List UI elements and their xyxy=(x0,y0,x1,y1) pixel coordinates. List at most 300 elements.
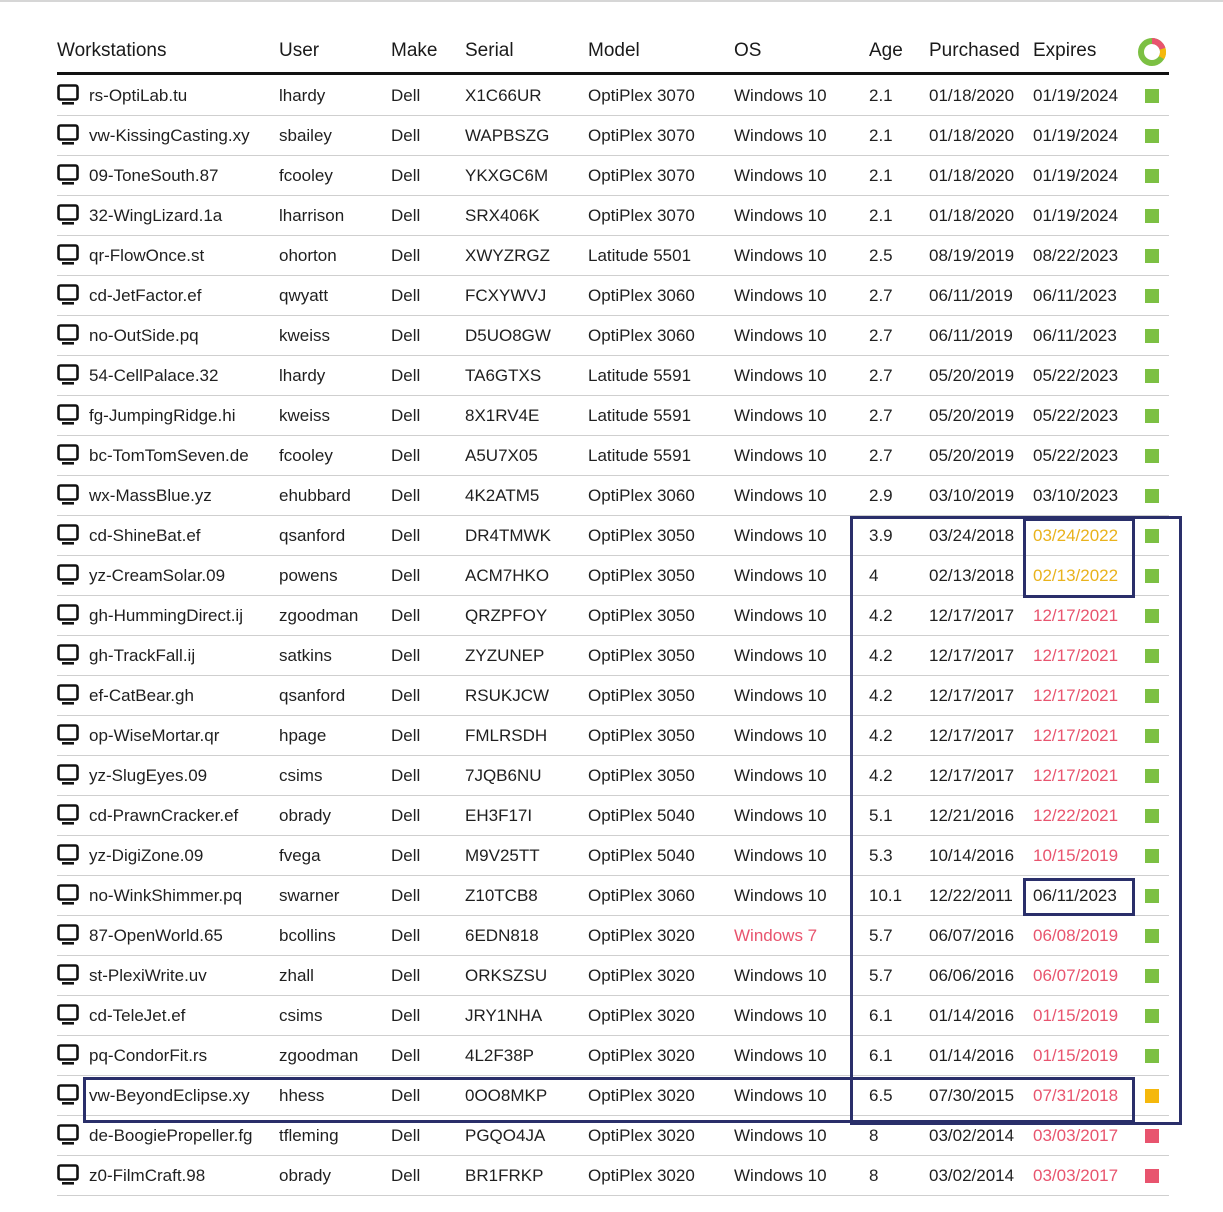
table-row[interactable] xyxy=(0,276,1223,316)
row-purchased: 08/19/2019 xyxy=(929,246,1015,265)
row-serial: Z10TCB8 xyxy=(465,886,538,905)
row-name[interactable]: gh-TrackFall.ij xyxy=(89,646,196,665)
table-row[interactable] xyxy=(0,596,1223,636)
status-indicator xyxy=(1145,529,1159,543)
row-expires: 06/11/2023 xyxy=(1033,886,1117,905)
status-ring-icon[interactable] xyxy=(1137,37,1167,67)
row-age: 2.1 xyxy=(869,206,893,225)
row-expires: 12/22/2021 xyxy=(1033,806,1119,825)
row-user: lhardy xyxy=(279,366,326,385)
row-purchased: 01/18/2020 xyxy=(929,206,1015,225)
header-purchased[interactable]: Purchased xyxy=(929,40,1020,61)
monitor-icon xyxy=(57,164,79,186)
row-os: Windows 7 xyxy=(734,926,818,945)
table-row[interactable] xyxy=(0,556,1223,596)
table-row[interactable] xyxy=(0,916,1223,956)
row-model: OptiPlex 3060 xyxy=(588,486,695,505)
row-user: lhardy xyxy=(279,86,326,105)
row-serial: SRX406K xyxy=(465,206,540,225)
table-row[interactable] xyxy=(0,76,1223,116)
row-serial: EH3F17I xyxy=(465,806,533,825)
row-age: 6.1 xyxy=(869,1046,893,1065)
row-user: powens xyxy=(279,566,338,585)
table-row[interactable] xyxy=(0,1116,1223,1156)
row-purchased: 06/11/2019 xyxy=(929,286,1013,305)
status-indicator xyxy=(1145,969,1159,983)
row-os: Windows 10 xyxy=(734,526,827,545)
row-model: OptiPlex 3060 xyxy=(588,326,695,345)
row-os: Windows 10 xyxy=(734,406,827,425)
table-row[interactable] xyxy=(0,836,1223,876)
monitor-icon xyxy=(57,764,79,786)
row-make: Dell xyxy=(391,326,421,345)
row-os: Windows 10 xyxy=(734,566,827,585)
table-row[interactable] xyxy=(0,716,1223,756)
row-expires: 06/08/2019 xyxy=(1033,926,1119,945)
table-row[interactable] xyxy=(0,156,1223,196)
status-indicator xyxy=(1145,89,1159,103)
monitor-icon xyxy=(57,964,79,986)
row-name[interactable]: cd-JetFactor.ef xyxy=(89,286,202,305)
row-user: satkins xyxy=(279,646,332,665)
row-make: Dell xyxy=(391,926,421,945)
row-user: bcollins xyxy=(279,926,336,945)
row-make: Dell xyxy=(391,966,421,985)
row-user: lharrison xyxy=(279,206,345,225)
row-os: Windows 10 xyxy=(734,1126,827,1145)
row-os: Windows 10 xyxy=(734,686,827,705)
row-make: Dell xyxy=(391,726,421,745)
monitor-icon xyxy=(57,1044,79,1066)
row-expires: 06/11/2023 xyxy=(1033,286,1117,305)
row-os: Windows 10 xyxy=(734,166,827,185)
monitor-icon xyxy=(57,244,79,266)
row-os: Windows 10 xyxy=(734,806,827,825)
table-row[interactable] xyxy=(0,236,1223,276)
status-indicator xyxy=(1145,809,1159,823)
row-user: qsanford xyxy=(279,686,346,705)
status-indicator xyxy=(1145,449,1159,463)
header-os[interactable]: OS xyxy=(734,40,762,61)
row-model: OptiPlex 3050 xyxy=(588,766,695,785)
monitor-icon xyxy=(57,724,79,746)
row-purchased: 07/30/2015 xyxy=(929,1086,1015,1105)
row-model: OptiPlex 3020 xyxy=(588,1086,695,1105)
monitor-icon xyxy=(57,1084,79,1106)
row-name[interactable]: ef-CatBear.gh xyxy=(89,686,194,705)
row-model: OptiPlex 3070 xyxy=(588,206,695,225)
header-user[interactable]: User xyxy=(279,40,320,61)
row-serial: XWYZRGZ xyxy=(465,246,550,265)
row-age: 2.7 xyxy=(869,406,893,425)
row-serial: ORKSZSU xyxy=(465,966,548,985)
row-model: Latitude 5501 xyxy=(588,246,692,265)
row-age: 4.2 xyxy=(869,766,893,785)
row-expires: 12/17/2021 xyxy=(1033,726,1119,745)
row-make: Dell xyxy=(391,1166,421,1185)
row-user: fvega xyxy=(279,846,321,865)
row-model: OptiPlex 3020 xyxy=(588,1166,695,1185)
status-indicator xyxy=(1145,209,1159,223)
status-indicator xyxy=(1145,849,1159,863)
monitor-icon xyxy=(57,204,79,226)
row-age: 4.2 xyxy=(869,686,893,705)
table-row[interactable] xyxy=(0,676,1223,716)
monitor-icon xyxy=(57,324,79,346)
row-os: Windows 10 xyxy=(734,846,827,865)
row-age: 5.7 xyxy=(869,966,893,985)
row-name[interactable]: qr-FlowOnce.st xyxy=(89,246,205,265)
row-purchased: 01/18/2020 xyxy=(929,126,1015,145)
row-user: tfleming xyxy=(279,1126,339,1145)
row-age: 4.2 xyxy=(869,646,893,665)
row-age: 2.9 xyxy=(869,486,893,505)
row-user: kweiss xyxy=(279,406,331,425)
row-make: Dell xyxy=(391,166,421,185)
row-expires: 12/17/2021 xyxy=(1033,766,1119,785)
row-model: Latitude 5591 xyxy=(588,406,692,425)
row-model: OptiPlex 3050 xyxy=(588,646,695,665)
row-expires: 01/15/2019 xyxy=(1033,1046,1119,1065)
row-name[interactable]: 09-ToneSouth.87 xyxy=(89,166,219,185)
row-serial: BR1FRKP xyxy=(465,1166,544,1185)
row-expires: 12/17/2021 xyxy=(1033,606,1119,625)
row-expires: 03/24/2022 xyxy=(1033,526,1119,545)
row-name[interactable]: no-WinkShimmer.pq xyxy=(89,886,243,905)
row-user: hpage xyxy=(279,726,327,745)
table-row[interactable] xyxy=(0,516,1223,556)
table-row[interactable] xyxy=(0,1156,1223,1196)
status-indicator xyxy=(1145,129,1159,143)
row-name[interactable]: 32-WingLizard.1a xyxy=(89,206,223,225)
table-row[interactable] xyxy=(0,636,1223,676)
table-row[interactable] xyxy=(0,756,1223,796)
row-model: OptiPlex 3070 xyxy=(588,166,695,185)
row-model: Latitude 5591 xyxy=(588,366,692,385)
row-name[interactable]: op-WiseMortar.qr xyxy=(89,726,220,745)
row-name[interactable]: z0-FilmCraft.98 xyxy=(89,1166,206,1185)
row-serial: 4L2F38P xyxy=(465,1046,534,1065)
row-age: 2.1 xyxy=(869,126,893,145)
row-os: Windows 10 xyxy=(734,446,827,465)
row-purchased: 03/02/2014 xyxy=(929,1126,1015,1145)
row-model: OptiPlex 3020 xyxy=(588,966,695,985)
row-expires: 01/15/2019 xyxy=(1033,1006,1119,1025)
row-model: OptiPlex 3020 xyxy=(588,1126,695,1145)
row-os: Windows 10 xyxy=(734,86,827,105)
row-make: Dell xyxy=(391,606,421,625)
row-user: qwyatt xyxy=(279,286,329,305)
row-purchased: 06/06/2016 xyxy=(929,966,1015,985)
row-name[interactable]: no-OutSide.pq xyxy=(89,326,199,345)
row-serial: YKXGC6M xyxy=(465,166,549,185)
row-model: OptiPlex 3050 xyxy=(588,526,695,545)
row-expires: 06/11/2023 xyxy=(1033,326,1117,345)
table-row[interactable] xyxy=(0,356,1223,396)
row-purchased: 12/17/2017 xyxy=(929,766,1015,785)
row-purchased: 12/21/2016 xyxy=(929,806,1015,825)
row-expires: 03/03/2017 xyxy=(1033,1166,1119,1185)
row-purchased: 03/10/2019 xyxy=(929,486,1015,505)
row-serial: ACM7HKO xyxy=(465,566,550,585)
row-age: 8 xyxy=(869,1166,879,1185)
row-purchased: 02/13/2018 xyxy=(929,566,1015,585)
row-model: OptiPlex 3070 xyxy=(588,126,695,145)
table-row[interactable] xyxy=(0,116,1223,156)
monitor-icon xyxy=(57,564,79,586)
row-user: ehubbard xyxy=(279,486,351,505)
table-row[interactable] xyxy=(0,996,1223,1036)
row-serial: 6EDN818 xyxy=(465,926,539,945)
row-make: Dell xyxy=(391,446,421,465)
row-purchased: 03/02/2014 xyxy=(929,1166,1015,1185)
monitor-icon xyxy=(57,444,79,466)
row-name[interactable]: vw-KissingCasting.xy xyxy=(89,126,250,145)
row-purchased: 12/17/2017 xyxy=(929,686,1015,705)
status-indicator xyxy=(1145,409,1159,423)
row-purchased: 12/17/2017 xyxy=(929,726,1015,745)
table-row[interactable] xyxy=(0,316,1223,356)
row-expires: 03/03/2017 xyxy=(1033,1126,1119,1145)
monitor-icon xyxy=(57,284,79,306)
row-purchased: 05/20/2019 xyxy=(929,366,1015,385)
row-make: Dell xyxy=(391,526,421,545)
status-indicator xyxy=(1145,889,1159,903)
row-user: ohorton xyxy=(279,246,337,265)
row-name[interactable]: wx-MassBlue.yz xyxy=(89,486,212,505)
row-purchased: 03/24/2018 xyxy=(929,526,1015,545)
status-indicator xyxy=(1145,1049,1159,1063)
monitor-icon xyxy=(57,924,79,946)
row-user: zgoodman xyxy=(279,1046,359,1065)
row-os: Windows 10 xyxy=(734,486,827,505)
row-expires: 01/19/2024 xyxy=(1033,86,1119,105)
header-underline xyxy=(57,72,1169,75)
table-row[interactable] xyxy=(0,476,1223,516)
header-make[interactable]: Make xyxy=(391,40,438,61)
row-make: Dell xyxy=(391,206,421,225)
monitor-icon xyxy=(57,124,79,146)
row-os: Windows 10 xyxy=(734,606,827,625)
row-name[interactable]: st-PlexiWrite.uv xyxy=(89,966,207,985)
row-name[interactable]: de-BoogiePropeller.fg xyxy=(89,1126,253,1145)
row-name[interactable]: yz-CreamSolar.09 xyxy=(89,566,226,585)
row-name[interactable]: gh-HummingDirect.ij xyxy=(89,606,243,625)
status-indicator xyxy=(1145,489,1159,503)
row-purchased: 12/17/2017 xyxy=(929,606,1015,625)
row-make: Dell xyxy=(391,126,421,145)
row-user: fcooley xyxy=(279,446,333,465)
table-row[interactable] xyxy=(0,396,1223,436)
row-name[interactable]: rs-OptiLab.tu xyxy=(89,86,188,105)
row-expires: 10/15/2019 xyxy=(1033,846,1119,865)
row-os: Windows 10 xyxy=(734,286,827,305)
row-model: OptiPlex 3050 xyxy=(588,686,695,705)
row-serial: QRZPFOY xyxy=(465,606,548,625)
row-os: Windows 10 xyxy=(734,206,827,225)
status-indicator xyxy=(1145,1129,1159,1143)
row-user: hhess xyxy=(279,1086,325,1105)
row-age: 2.7 xyxy=(869,366,893,385)
row-make: Dell xyxy=(391,366,421,385)
row-model: OptiPlex 3060 xyxy=(588,886,695,905)
row-make: Dell xyxy=(391,1046,421,1065)
row-expires: 05/22/2023 xyxy=(1033,446,1119,465)
row-age: 2.1 xyxy=(869,166,893,185)
row-serial: X1C66UR xyxy=(465,86,542,105)
header-expires[interactable]: Expires xyxy=(1033,40,1097,61)
row-user: zhall xyxy=(279,966,314,985)
row-name[interactable]: 54-CellPalace.32 xyxy=(89,366,219,385)
status-indicator xyxy=(1145,369,1159,383)
row-model: OptiPlex 3020 xyxy=(588,926,695,945)
row-expires: 12/17/2021 xyxy=(1033,686,1119,705)
status-indicator xyxy=(1145,929,1159,943)
row-serial: TA6GTXS xyxy=(465,366,542,385)
table-row[interactable] xyxy=(0,876,1223,916)
row-make: Dell xyxy=(391,846,421,865)
row-purchased: 01/18/2020 xyxy=(929,86,1015,105)
header-model[interactable]: Model xyxy=(588,40,640,61)
row-model: Latitude 5591 xyxy=(588,446,692,465)
row-serial: ZYZUNEP xyxy=(465,646,545,665)
row-serial: D5UO8GW xyxy=(465,326,551,345)
row-make: Dell xyxy=(391,246,421,265)
row-age: 5.7 xyxy=(869,926,893,945)
monitor-icon xyxy=(57,804,79,826)
row-age: 2.7 xyxy=(869,286,893,305)
row-make: Dell xyxy=(391,1086,421,1105)
row-model: OptiPlex 3070 xyxy=(588,86,695,105)
row-name[interactable]: cd-ShineBat.ef xyxy=(89,526,201,545)
row-make: Dell xyxy=(391,686,421,705)
row-model: OptiPlex 3020 xyxy=(588,1046,695,1065)
row-name[interactable]: vw-BeyondEclipse.xy xyxy=(89,1086,250,1105)
row-os: Windows 10 xyxy=(734,1086,827,1105)
row-serial: DR4TMWK xyxy=(465,526,551,545)
monitor-icon xyxy=(57,844,79,866)
row-age: 6.5 xyxy=(869,1086,893,1105)
row-serial: FCXYWVJ xyxy=(465,286,547,305)
row-os: Windows 10 xyxy=(734,726,827,745)
row-age: 10.1 xyxy=(869,886,903,905)
header-age[interactable]: Age xyxy=(869,40,903,61)
row-serial: JRY1NHA xyxy=(465,1006,543,1025)
row-purchased: 05/20/2019 xyxy=(929,406,1015,425)
row-model: OptiPlex 3060 xyxy=(588,286,695,305)
status-indicator xyxy=(1145,689,1159,703)
status-indicator xyxy=(1145,249,1159,263)
monitor-icon xyxy=(57,1124,79,1146)
status-indicator xyxy=(1145,569,1159,583)
row-expires: 06/07/2019 xyxy=(1033,966,1119,985)
row-serial: WAPBSZG xyxy=(465,126,550,145)
row-age: 3.9 xyxy=(869,526,893,545)
row-serial: FMLRSDH xyxy=(465,726,548,745)
row-user: sbailey xyxy=(279,126,332,145)
header-workstations[interactable]: Workstations xyxy=(57,40,167,61)
row-os: Windows 10 xyxy=(734,246,827,265)
status-indicator xyxy=(1145,289,1159,303)
row-os: Windows 10 xyxy=(734,646,827,665)
row-name[interactable]: cd-PrawnCracker.ef xyxy=(89,806,239,825)
row-serial: 8X1RV4E xyxy=(465,406,540,425)
row-serial: RSUKJCW xyxy=(465,686,550,705)
row-serial: PGQO4JA xyxy=(465,1126,546,1145)
row-age: 6.1 xyxy=(869,1006,893,1025)
row-user: fcooley xyxy=(279,166,333,185)
row-make: Dell xyxy=(391,486,421,505)
table-row[interactable] xyxy=(0,436,1223,476)
row-name[interactable]: yz-SlugEyes.09 xyxy=(89,766,208,785)
row-make: Dell xyxy=(391,1006,421,1025)
table-row[interactable] xyxy=(0,196,1223,236)
row-expires: 01/19/2024 xyxy=(1033,126,1119,145)
row-expires: 01/19/2024 xyxy=(1033,206,1119,225)
row-age: 8 xyxy=(869,1126,879,1145)
row-name[interactable]: cd-TeleJet.ef xyxy=(89,1006,186,1025)
row-age: 2.1 xyxy=(869,86,893,105)
row-purchased: 01/14/2016 xyxy=(929,1046,1015,1065)
row-name[interactable]: bc-TomTomSeven.de xyxy=(89,446,249,465)
status-indicator xyxy=(1145,609,1159,623)
row-expires: 01/19/2024 xyxy=(1033,166,1119,185)
row-expires: 08/22/2023 xyxy=(1033,246,1119,265)
row-purchased: 06/11/2019 xyxy=(929,326,1013,345)
monitor-icon xyxy=(57,644,79,666)
row-name[interactable]: fg-JumpingRidge.hi xyxy=(89,406,236,425)
row-make: Dell xyxy=(391,766,421,785)
status-indicator xyxy=(1145,1169,1159,1183)
status-indicator xyxy=(1145,1009,1159,1023)
monitor-icon xyxy=(57,84,79,106)
row-os: Windows 10 xyxy=(734,126,827,145)
table-row[interactable] xyxy=(0,1036,1223,1076)
monitor-icon xyxy=(57,604,79,626)
table-row[interactable] xyxy=(0,1076,1223,1116)
row-age: 5.3 xyxy=(869,846,893,865)
row-make: Dell xyxy=(391,1126,421,1145)
row-os: Windows 10 xyxy=(734,1006,827,1025)
monitor-icon xyxy=(57,364,79,386)
monitor-icon xyxy=(57,484,79,506)
row-make: Dell xyxy=(391,806,421,825)
monitor-icon xyxy=(57,684,79,706)
row-name[interactable]: pq-CondorFit.rs xyxy=(89,1046,208,1065)
status-indicator xyxy=(1145,729,1159,743)
row-make: Dell xyxy=(391,566,421,585)
row-make: Dell xyxy=(391,646,421,665)
table-row[interactable] xyxy=(0,956,1223,996)
row-age: 2.7 xyxy=(869,326,893,345)
row-name[interactable]: 87-OpenWorld.65 xyxy=(89,926,223,945)
row-serial: M9V25TT xyxy=(465,846,540,865)
row-serial: 0OO8MKP xyxy=(465,1086,548,1105)
row-expires: 03/10/2023 xyxy=(1033,486,1119,505)
table-row[interactable] xyxy=(0,796,1223,836)
row-purchased: 12/17/2017 xyxy=(929,646,1015,665)
row-name[interactable]: yz-DigiZone.09 xyxy=(89,846,204,865)
row-serial: 4K2ATM5 xyxy=(465,486,540,505)
row-os: Windows 10 xyxy=(734,326,827,345)
header-serial[interactable]: Serial xyxy=(465,40,514,61)
row-user: csims xyxy=(279,1006,323,1025)
row-make: Dell xyxy=(391,886,421,905)
row-make: Dell xyxy=(391,406,421,425)
row-expires: 02/13/2022 xyxy=(1033,566,1119,585)
row-os: Windows 10 xyxy=(734,886,827,905)
top-rule xyxy=(0,0,1223,2)
